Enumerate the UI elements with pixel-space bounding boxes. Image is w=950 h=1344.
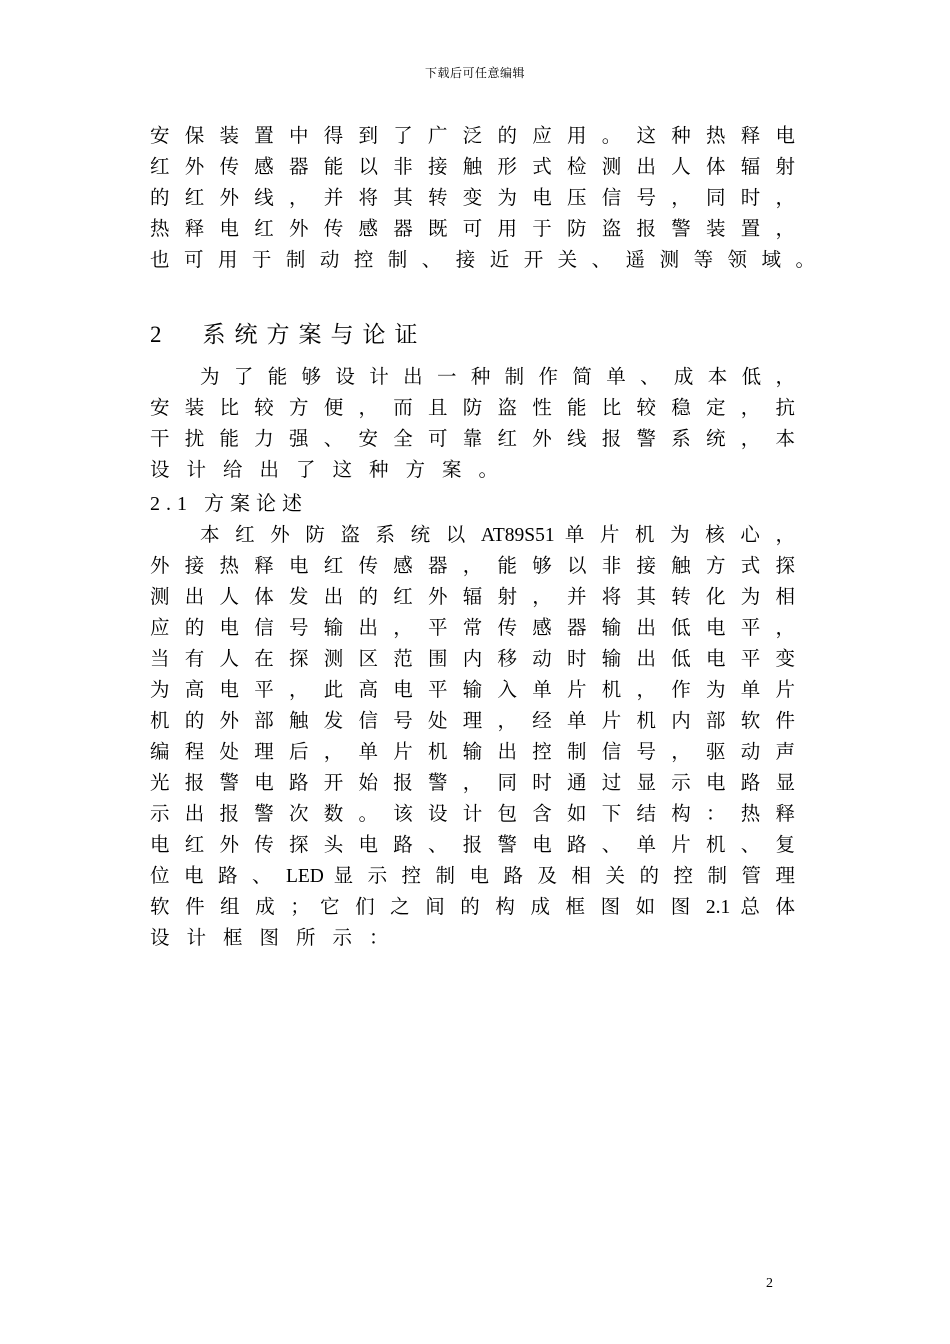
paragraph-line: 光 报 警 电 路 开 始 报 警 ， 同 时 通 过 显 示 电 路 显 bbox=[150, 773, 795, 794]
paragraph-line: 当 有 人 在 探 测 区 范 围 内 移 动 时 输 出 低 电 平 变 bbox=[150, 649, 795, 670]
section-2 bbox=[150, 315, 795, 954]
intro-paragraph bbox=[150, 121, 815, 276]
paragraph-line: 应 的 电 信 号 输 出 ， 平 常 传 感 器 输 出 低 电 平 ， bbox=[150, 618, 795, 639]
page-header-note: 下载后可任意编辑 bbox=[424, 66, 525, 80]
section-heading: 2 系统方案与论证 bbox=[150, 322, 427, 347]
paragraph-line: 本 红 外 防 盗 系 统 以 AT89S51 单 片 机 为 核 心 ， bbox=[200, 525, 795, 546]
paragraph-line: 干 扰 能 力 强 、 安 全 可 靠 红 外 线 报 警 系 统 ， 本 bbox=[150, 429, 795, 450]
paragraph-line: 红 外 传 感 器 能 以 非 接 触 形 式 检 测 出 人 体 辐 射 bbox=[150, 157, 795, 178]
paragraph-line: 外 接 热 释 电 红 传 感 器 ， 能 够 以 非 接 触 方 式 探 bbox=[150, 556, 795, 577]
paragraph-line: 为 了 能 够 设 计 出 一 种 制 作 简 单 、 成 本 低 ， bbox=[200, 367, 795, 388]
paragraph-line: 测 出 人 体 发 出 的 红 外 辐 射 ， 并 将 其 转 化 为 相 bbox=[150, 587, 795, 608]
paragraph-line: 位 电 路 、 LED 显 示 控 制 电 路 及 相 关 的 控 制 管 理 bbox=[150, 866, 795, 887]
paragraph-line: 也 可 用 于 制 动 控 制 、 接 近 开 关 、 遥 测 等 领 域 。 bbox=[150, 250, 815, 271]
paragraph-line: 为 高 电 平 ， 此 高 电 平 输 入 单 片 机 ， 作 为 单 片 bbox=[150, 680, 795, 701]
paragraph-line: 编 程 处 理 后 ， 单 片 机 输 出 控 制 信 号 ， 驱 动 声 bbox=[150, 742, 795, 763]
paragraph-line: 设计给出了这种方案。 bbox=[150, 460, 516, 481]
paragraph-line: 热 释 电 红 外 传 感 器 既 可 用 于 防 盗 报 警 装 置 ， bbox=[150, 219, 795, 240]
paragraph-line: 设计框图所示： bbox=[150, 928, 406, 949]
paragraph-line: 软 件 组 成 ； 它 们 之 间 的 构 成 框 图 如 图 2.1 总 体 bbox=[150, 897, 795, 918]
paragraph-line: 示 出 报 警 次 数 。 该 设 计 包 含 如 下 结 构 ： 热 释 bbox=[150, 804, 795, 825]
page-number: 2 bbox=[766, 1276, 773, 1291]
paragraph-line: 安 装 比 较 方 便 ， 而 且 防 盗 性 能 比 较 稳 定 ， 抗 bbox=[150, 398, 795, 419]
paragraph-line: 机 的 外 部 触 发 信 号 处 理 ， 经 单 片 机 内 部 软 件 bbox=[150, 711, 795, 732]
paragraph-line: 电 红 外 传 探 头 电 路 、 报 警 电 路 、 单 片 机 、 复 bbox=[150, 835, 795, 856]
subsection-heading: 2.1 方案论述 bbox=[150, 493, 308, 515]
paragraph-line: 的 红 外 线 ， 并 将 其 转 变 为 电 压 信 号 ， 同 时 ， bbox=[150, 188, 795, 209]
paragraph-line: 安 保 装 置 中 得 到 了 广 泛 的 应 用 。 这 种 热 释 电 bbox=[150, 126, 795, 147]
